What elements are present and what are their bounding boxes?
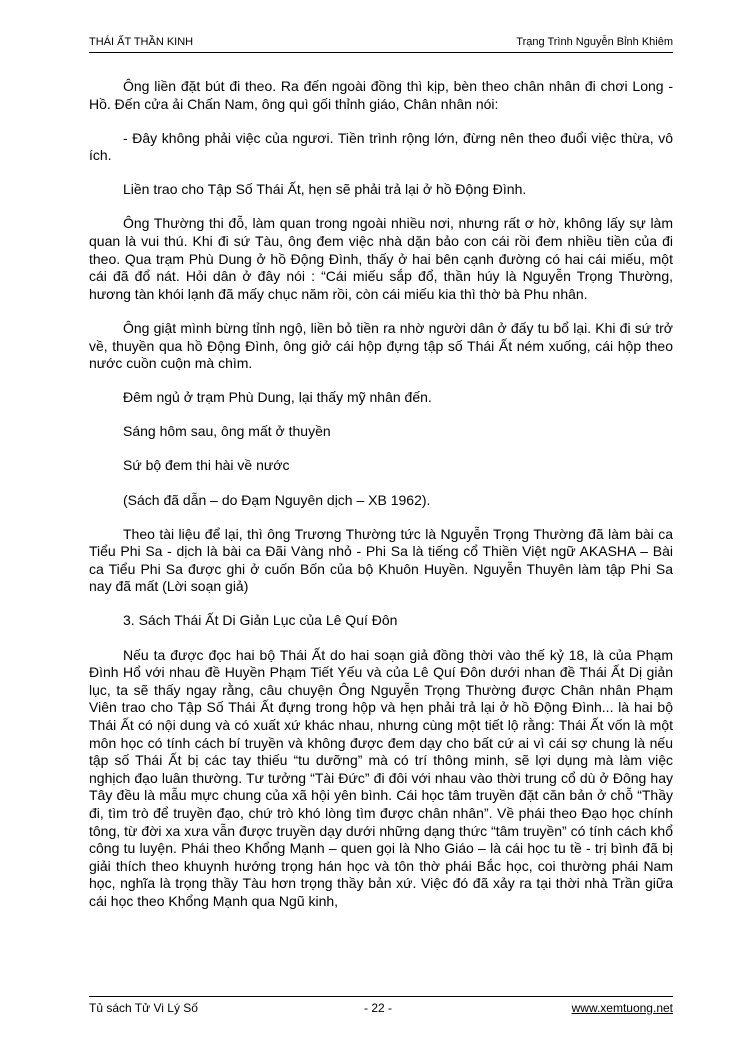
page-number: - 22 - [364,1001,393,1015]
paragraph: Ông giật mình bừng tỉnh ngộ, liền bỏ tiền ra nhờ người dân ở đấy tu bổ lại. Khi đi sứ trở về, thuyền qua hồ Động Đình, ông giở cái hộp đựng tập số Thái Ất ném xuống, cái hộp theo nước cuồn cuộn mà chìm. [89,319,673,372]
paragraph: Sứ bộ đem thi hài về nước [123,457,290,474]
paragraph: - Đây không phải việc của ngươi. Tiền trình rộng lớn, đừng nên theo đuổi việc thừa, vô ích. [89,129,673,164]
page-header [89,36,673,53]
paragraph: (Sách đã dẫn – do Đạm Nguyên dịch – XB 1962). [123,491,431,508]
header-author: Trạng Trình Nguyễn Bỉnh Khiêm [516,36,673,48]
paragraph: Nếu ta được đọc hai bộ Thái Ất do hai soạn giả đồng thời vào thế kỷ 18, là của Phạm Đình Hổ với nhau đề Huyền Phạm Tiết Yếu và của Lê Quí Đôn dưới nhan đề Thái Ất Dị giản lục, ta sẽ thấy ngay rằng, câu chuyện Ông Nguyễn Trọng Thường được Chân nhân Phạm Viên trao cho Tập Số Thái Ất đựng trong hộp và hẹn phải trả lại ở hồ Động Đình... là hai bộ Thái Ất có nội dung và có xuất xứ khác nhau, nhưng cùng một tiết lộ rằng: Thái Ất vốn là một môn học có tính cách bí truyền và không được đem dạy cho bất cứ ai vì cái sợ chung là nếu tập số Thái Ất bị các tay thiếu “tu dưỡng” mà có trí thông minh, sẽ lợi dụng mà làm việc nghịch đạo luân thường. Tư tưởng “Tài Đức” đi đôi với nhau vào thời trung cổ dù ở Đông hay Tây đều là mẫu mực chung của xã hội yên bình. Cái học tâm truyền đặt căn bản ở chỗ “Thầy đi, tìm trò để truyền đạo, chứ trò khó lòng tìm được chân nhân”. Về phái theo Đạo học chính tông, từ đời xa xưa vẫn được truyền dạy dưới những dạng thức “tâm truyền” có tính cách khổ công tu luyện. Phái theo Khổng Mạnh – quen gọi là Nho Giáo – là cái học tu tề - trị bình đã bị giải thích theo khuynh hướng trọng hán học và tôn thờ phái Bắc học, coi thường phái Nam học, nghĩa là trọng thầy Tàu hơn trọng thầy bản xứ. Việc đó đã xảy ra tại thời nhà Trần giữa cái học theo Khổng Mạnh qua Ngũ kinh, [89,646,673,909]
page-body [89,78,673,925]
paragraph: Sáng hôm sau, ông mất ở thuyền [123,423,331,440]
paragraph: Đêm ngủ ở trạm Phù Dung, lại thấy mỹ nhân đến. [123,389,432,406]
paragraph: Theo tài liệu để lại, thì ông Trương Thường tức là Nguyễn Trọng Thường đã làm bài ca Tiểu Phi Sa - dịch là bài ca Đãi Vàng nhỏ - Phi Sa là tiếng cổ Thiền Việt ngữ AKASHA – Bài ca Tiểu Phi Sa được ghi ở cuốn Bốn của bộ Khuôn Huyền. Nguyễn Thuyên làm tập Phi Sa nay đã mất (Lời soạn giả) [89,525,673,595]
header-book-title: THÁI ẤT THẦN KINH [89,36,194,48]
page-footer [89,996,673,1017]
paragraph: Liền trao cho Tập Số Thái Ất, hẹn sẽ phải trả lại ở hồ Động Đình. [123,181,527,198]
paragraph: Ông liền đặt bút đi theo. Ra đến ngoài đồng thì kịp, bèn theo chân nhân đi chơi Long - Hồ. Đến cửa ải Chấn Nam, ông quì gối thỉnh giáo, Chân nhân nói: [89,78,673,112]
footer-series: Tủ sách Tử Vi Lý Số [89,1001,198,1015]
paragraph: Ông Thường thi đỗ, làm quan trong ngoài nhiều nơi, nhưng rất ơ hờ, không lấy sự làm quan là vui thú. Khi đi sứ Tàu, ông đem việc nhà dặn bảo con cái rồi đem nhiều tiền của đi theo. Qua trạm Phù Dung ở hồ Động Đình, thấy ở hai bên cạnh đường có hai cái miếu, một cái đã đổ nát. Hỏi dân ở đây nói : “Cái miếu sắp đổ, thần húy là Nguyễn Trọng Thường, hương tàn khói lạnh đã mấy chục năm rồi, còn cái miếu kia thì thờ bà Phu nhân. [89,215,673,302]
section-heading: 3. Sách Thái Ất Di Giản Lục của Lê Quí Đôn [123,612,398,629]
website-link[interactable]: www.xemtuong.net [571,1001,673,1015]
